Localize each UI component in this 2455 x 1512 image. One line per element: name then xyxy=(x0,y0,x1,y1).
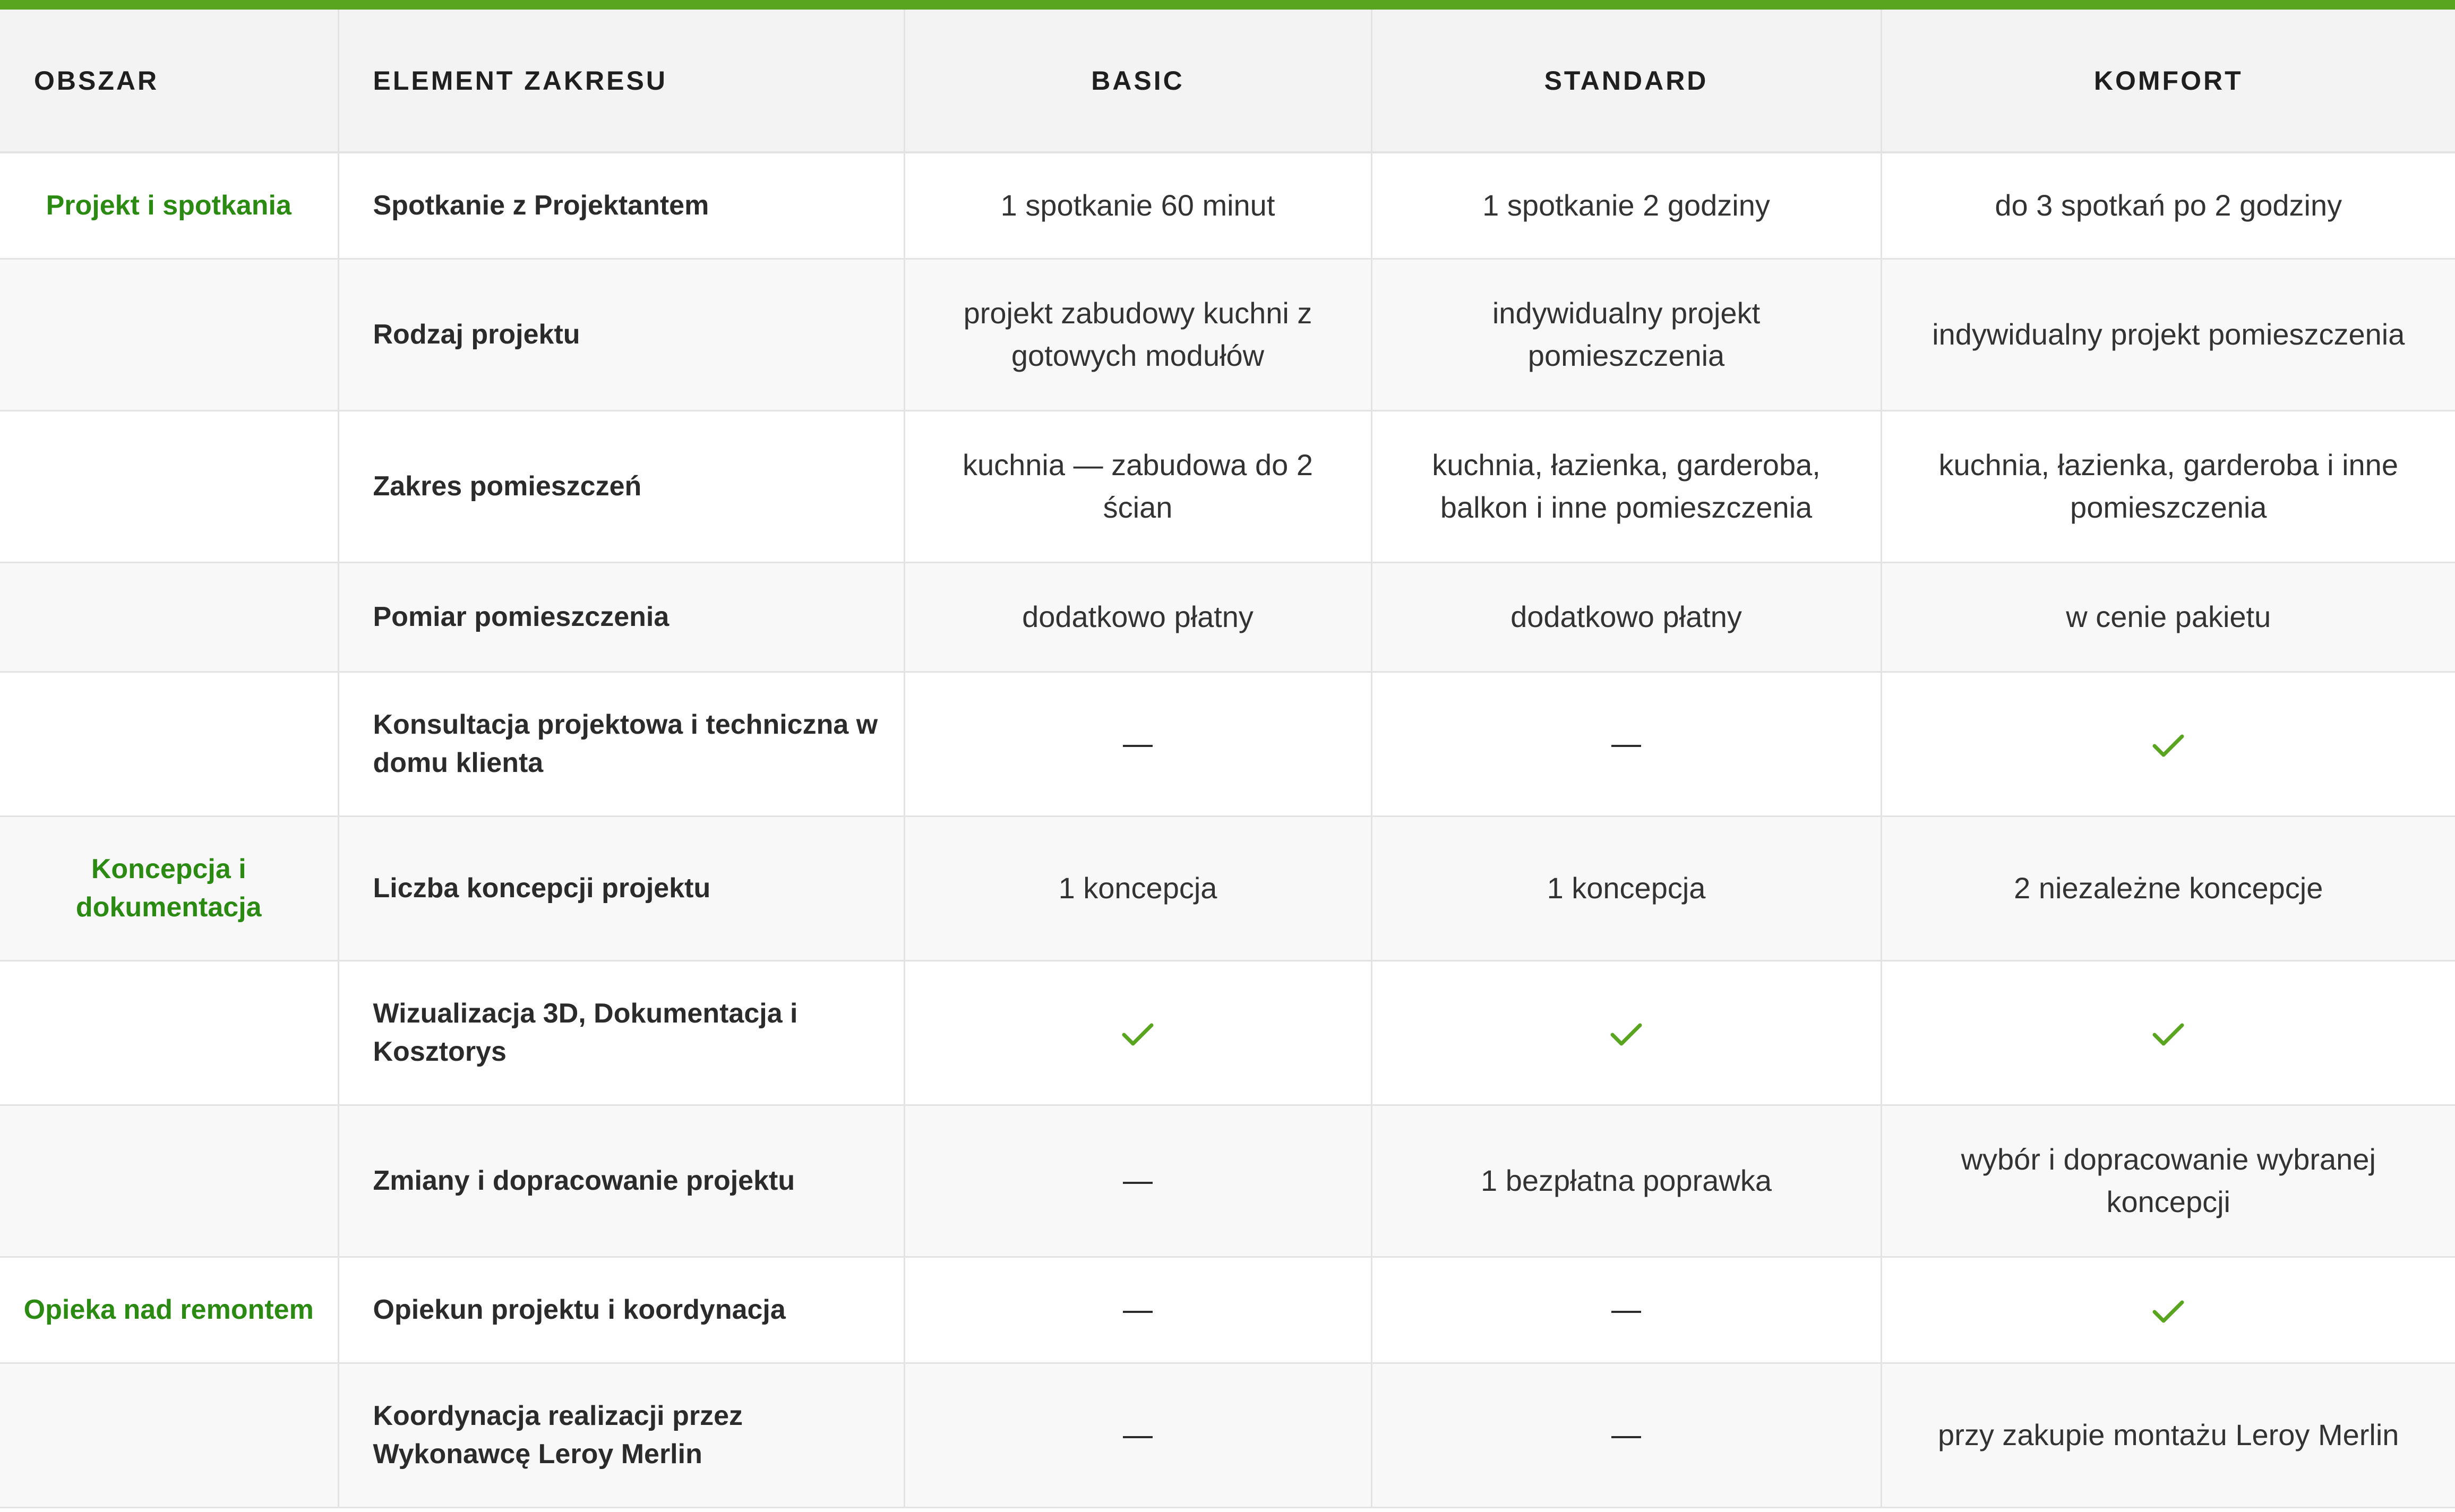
column-header-area: OBSZAR xyxy=(0,10,338,152)
standard-value-cell xyxy=(1371,1363,1881,1507)
komfort-value-cell: w cenie pakietu xyxy=(1881,562,2455,672)
komfort-value-cell xyxy=(1881,960,2455,1105)
table-row xyxy=(0,562,2455,672)
basic-value-cell xyxy=(904,1363,1371,1507)
element-cell: Koordynacja realizacji przez Wykonawcę Leroy Merlin xyxy=(338,1363,904,1507)
komfort-value-cell: 2 niezależne koncepcje xyxy=(1881,816,2455,960)
basic-value-cell xyxy=(904,672,1371,816)
area-cell xyxy=(0,1363,338,1507)
komfort-value-cell: wybór i dopracowanie wybranej koncepcji xyxy=(1881,1105,2455,1257)
check-icon xyxy=(1121,1021,1154,1048)
check-icon xyxy=(1610,1021,1643,1048)
dash-icon xyxy=(1611,1436,1641,1438)
standard-value-cell: 1 koncepcja xyxy=(1371,816,1881,960)
element-cell: Liczba koncepcji projektu xyxy=(338,816,904,960)
standard-value-cell: 1 bezpłatna poprawka xyxy=(1371,1105,1881,1257)
area-cell xyxy=(0,259,338,410)
basic-value-cell: 1 spotkanie 60 minut xyxy=(904,152,1371,259)
column-header-standard: STANDARD xyxy=(1371,10,1881,152)
basic-value-cell: dodatkowo płatny xyxy=(904,562,1371,672)
area-cell: Opieka nad remontem xyxy=(0,1257,338,1363)
basic-value-cell: 1 koncepcja xyxy=(904,816,1371,960)
table-row xyxy=(0,816,2455,960)
package-comparison-table xyxy=(0,10,2455,1508)
column-header-basic: BASIC xyxy=(904,10,1371,152)
komfort-value-cell: kuchnia, łazienka, garderoba i inne pomieszczenia xyxy=(1881,410,2455,562)
standard-value-cell: kuchnia, łazienka, garderoba, balkon i inne pomieszczenia xyxy=(1371,410,1881,562)
table-row xyxy=(0,1105,2455,1257)
basic-value-cell xyxy=(904,1105,1371,1257)
dash-icon xyxy=(1123,1182,1153,1184)
element-cell: Zakres pomieszczeń xyxy=(338,410,904,562)
element-cell: Rodzaj projektu xyxy=(338,259,904,410)
dash-icon xyxy=(1611,1311,1641,1313)
table-row xyxy=(0,672,2455,816)
element-cell: Pomiar pomieszczenia xyxy=(338,562,904,672)
basic-value-cell xyxy=(904,1257,1371,1363)
standard-value-cell: indywidualny projekt pomieszczenia xyxy=(1371,259,1881,410)
area-cell xyxy=(0,672,338,816)
komfort-value-cell: indywidualny projekt pomieszczenia xyxy=(1881,259,2455,410)
check-icon xyxy=(2152,733,2185,759)
standard-value-cell: 1 spotkanie 2 godziny xyxy=(1371,152,1881,259)
standard-value-cell: dodatkowo płatny xyxy=(1371,562,1881,672)
dash-icon xyxy=(1123,1436,1153,1438)
area-cell: Projekt i spotkania xyxy=(0,152,338,259)
table-body xyxy=(0,152,2455,1507)
column-header-element: ELEMENT ZAKRESU xyxy=(338,10,904,152)
table-header xyxy=(0,10,2455,152)
element-cell: Zmiany i dopracowanie projektu xyxy=(338,1105,904,1257)
area-cell xyxy=(0,410,338,562)
table-row xyxy=(0,410,2455,562)
element-cell: Opiekun projektu i koordynacja xyxy=(338,1257,904,1363)
element-cell: Wizualizacja 3D, Dokumentacja i Kosztorys xyxy=(338,960,904,1105)
table-row xyxy=(0,259,2455,410)
komfort-value-cell: przy zakupie montażu Leroy Merlin xyxy=(1881,1363,2455,1507)
standard-value-cell xyxy=(1371,960,1881,1105)
element-cell: Spotkanie z Projektantem xyxy=(338,152,904,259)
area-cell xyxy=(0,960,338,1105)
komfort-value-cell xyxy=(1881,672,2455,816)
check-icon xyxy=(2152,1021,2185,1048)
area-cell xyxy=(0,562,338,672)
dash-icon xyxy=(1123,1311,1153,1313)
table-row xyxy=(0,1363,2455,1507)
table-row xyxy=(0,960,2455,1105)
basic-value-cell xyxy=(904,960,1371,1105)
komfort-value-cell xyxy=(1881,1257,2455,1363)
dash-icon xyxy=(1611,745,1641,747)
basic-value-cell: projekt zabudowy kuchni z gotowych modułów xyxy=(904,259,1371,410)
column-header-komfort: KOMFORT xyxy=(1881,10,2455,152)
basic-value-cell: kuchnia — zabudowa do 2 ścian xyxy=(904,410,1371,562)
area-cell: Koncepcja i dokumentacja xyxy=(0,816,338,960)
header-row xyxy=(0,10,2455,152)
area-cell xyxy=(0,1105,338,1257)
dash-icon xyxy=(1123,745,1153,747)
table-row xyxy=(0,152,2455,259)
element-cell: Konsultacja projektowa i techniczna w domu klienta xyxy=(338,672,904,816)
standard-value-cell xyxy=(1371,1257,1881,1363)
check-icon xyxy=(2152,1299,2185,1325)
table-row xyxy=(0,1257,2455,1363)
komfort-value-cell: do 3 spotkań po 2 godziny xyxy=(1881,152,2455,259)
standard-value-cell xyxy=(1371,672,1881,816)
